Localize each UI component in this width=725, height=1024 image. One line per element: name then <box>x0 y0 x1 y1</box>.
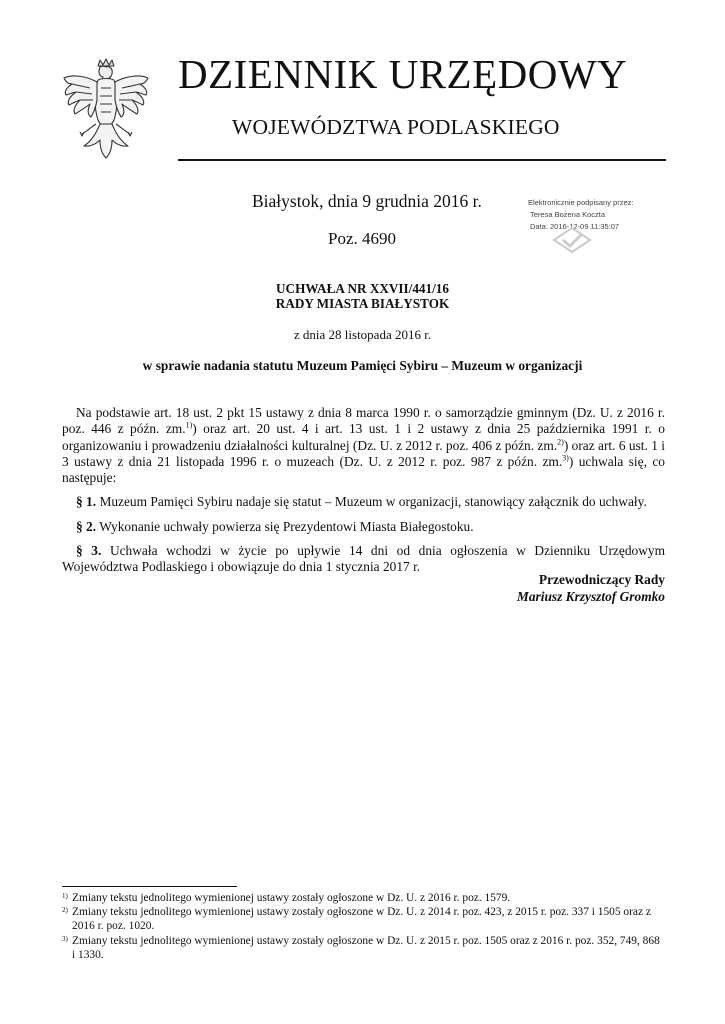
footnote-text: Zmiany tekstu jednolitego wymienionej ustawy zostały ogłoszone w Dz. U. z 2015 r. poz. 1505 oraz z 2016 r. poz. 352, 749, 868 i 1330. <box>72 934 660 961</box>
footnote-text: Zmiany tekstu jednolitego wymienionej ustawy zostały ogłoszone w Dz. U. z 2016 r. poz. 1579. <box>72 892 511 904</box>
signature-label: Elektronicznie podpisany przez: <box>528 198 634 207</box>
resolution-organ: RADY MIASTA BIAŁYSTOK <box>275 296 450 311</box>
resolution-subject: w sprawie nadania statutu Muzeum Pamięci Sybiru – Muzeum w organizacji <box>142 358 583 373</box>
footnote-number: 2) <box>62 906 68 915</box>
paragraph-mark: § 3. <box>76 543 102 559</box>
resolution-body <box>62 405 665 576</box>
footnotes <box>62 891 665 962</box>
paragraph-mark: § 1. <box>76 494 97 510</box>
journal-title: DZIENNIK URZĘDOWY <box>178 51 628 97</box>
legal-basis-paragraph <box>62 405 665 486</box>
footnote-ref-1: 1) <box>185 420 193 430</box>
legal-basis-text-4: ) uchwala się, co następuje: <box>62 453 665 486</box>
legal-basis-text-3: ) oraz art. 6 ust. 1 i 3 ustawy z dnia 21 listopada 1996 r. o muzeach (Dz. U. z 2012 r. poz. 987 z późn. zm. <box>62 437 665 469</box>
footnote-number: 1) <box>62 892 68 900</box>
footnote-ref-2: 2) <box>557 437 564 447</box>
signer-name-stamp: Teresa Bożena Koczta <box>530 210 606 219</box>
signer-name: Mariusz Krzysztof Gromko <box>516 589 665 604</box>
footnote-item <box>62 891 665 905</box>
footnote-item <box>62 934 665 962</box>
electronic-signature-stamp <box>528 196 668 258</box>
paragraph-2 <box>62 519 665 535</box>
paragraph-text: Uchwała wchodzi w życie po upływie 14 dni od dnia ogłoszenia w Dzienniku Urzędowym Województwa Podlaskiego i obowiązuje do dnia 1 stycznia 2017 r. <box>62 543 665 575</box>
resolution-number: UCHWAŁA NR XXVII/441/16 <box>276 281 449 296</box>
masthead-divider <box>178 159 666 161</box>
journal-subtitle: WOJEWÓDZTWA PODLASKIEGO <box>232 115 560 139</box>
legal-basis-text-2: ) oraz art. 20 ust. 4 i art. 13 ust. 1 i 2 ustawy z dnia 25 października 1991 r. o organizowaniu i prowadzeniu działalności kulturalnej (Dz. U. z 2012 r. poz. 406 z późn. zm. <box>62 421 666 453</box>
footnote-number: 3) <box>62 934 68 943</box>
paragraph-mark: § 2. <box>76 518 97 534</box>
signature-date: Data: 2016-12-09 11:35:07 <box>530 222 620 231</box>
legal-basis-text-1: Na podstawie art. 18 ust. 2 pkt 15 ustawy z dnia 8 marca 1990 r. o samorządzie gminnym (Dz. U. z 2016 r. poz. 446 z późn. zm. <box>62 405 665 437</box>
position-number: Poz. 4690 <box>328 229 396 248</box>
footnote-ref-3: 3) <box>562 453 569 463</box>
signature-block <box>517 571 665 605</box>
signer-role: Przewodniczący Rady <box>538 572 665 587</box>
place-date: Białystok, dnia 9 grudnia 2016 r. <box>252 191 482 211</box>
eagle-emblem-icon <box>60 58 152 162</box>
checkmark-icon <box>552 226 592 254</box>
footnote-item <box>62 905 665 933</box>
resolution-date: z dnia 28 listopada 2016 r. <box>293 327 432 342</box>
paragraph-text: Muzeum Pamięci Sybiru nadaje się statut – Muzeum w organizacji, stanowiący załącznik do uchwały. <box>96 494 647 510</box>
footnote-text: Zmiany tekstu jednolitego wymienionej ustawy zostały ogłoszone w Dz. U. z 2014 r. poz. 423, z 2015 r. poz. 337 i 1505 oraz z 2016 r. poz. 1020. <box>72 906 651 933</box>
paragraph-1 <box>62 494 665 510</box>
footnote-divider <box>62 886 237 887</box>
paragraph-text: Wykonanie uchwały powierza się Prezydentowi Miasta Białegostoku. <box>96 518 474 534</box>
